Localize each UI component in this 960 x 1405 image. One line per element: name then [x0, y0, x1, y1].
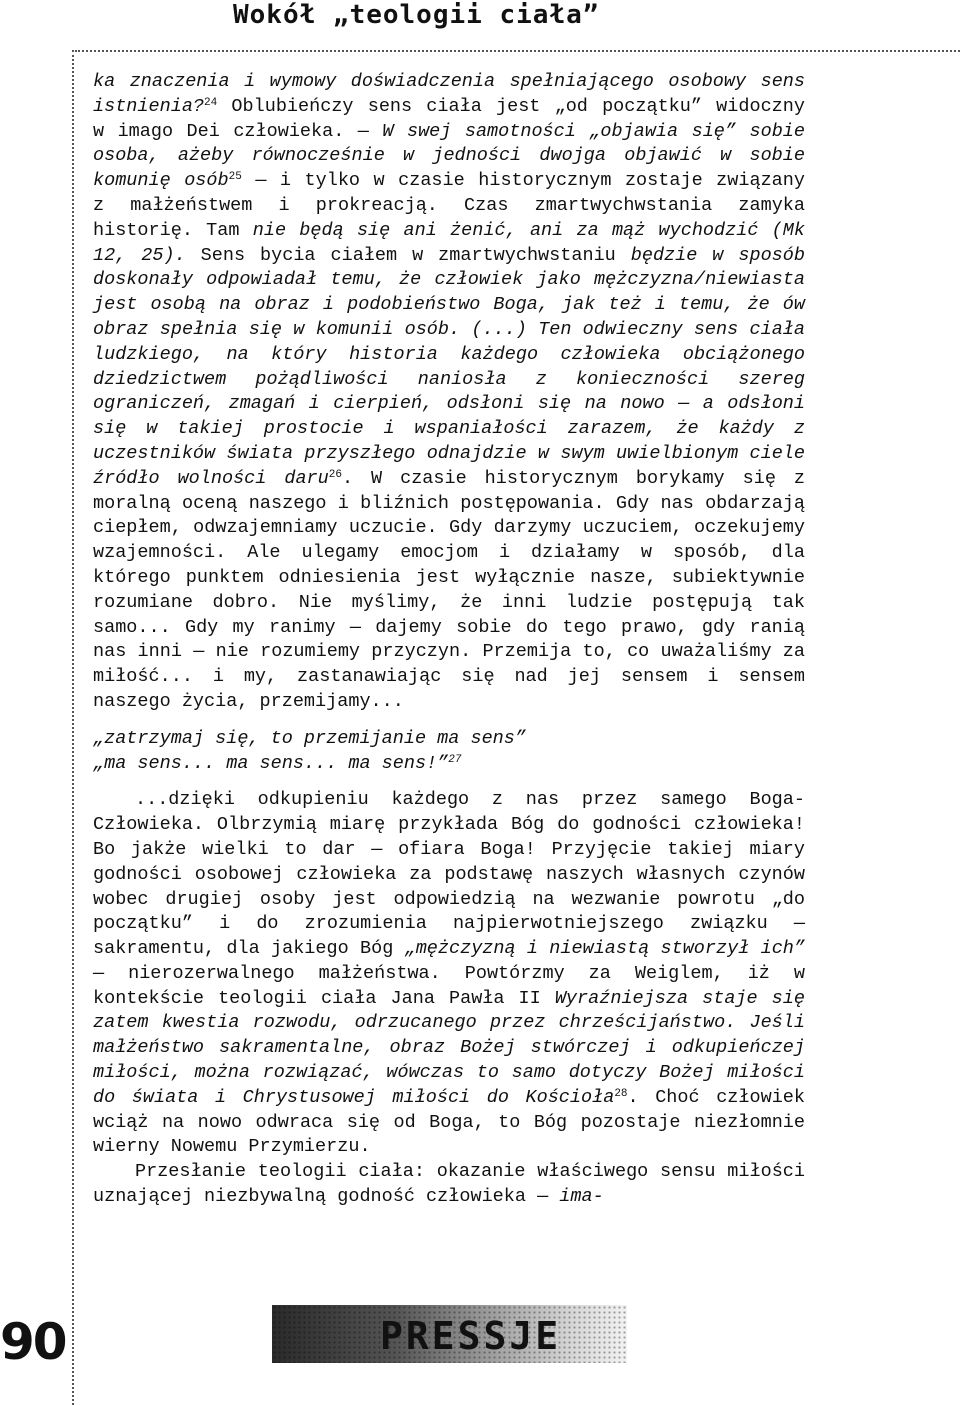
text-run: „mężczyzną i niewiastą stworzył ich” [404, 938, 805, 960]
footnote-ref-27: 27 [448, 753, 462, 766]
quoted-verse [93, 727, 805, 777]
text-run: ka znaczenia i wymowy doświadczenia spełniającego osobowy sens istnienia? [93, 71, 805, 117]
text-run: — i tylko w czasie historycznym zostaje związany z małżeństwem i prokreacją. Czas zmartwychwstania zamyka historię. Tam [93, 170, 805, 241]
running-head-title: Wokół „teologii ciała” [233, 0, 600, 30]
pressje-logo [272, 1305, 627, 1363]
paragraph-3 [93, 1160, 805, 1210]
text-run: . Choć człowiek wciąż na nowo odwraca się od Boga, to Bóg pozostaje niezłomnie wierny Nowemu Przymierzu. [93, 1086, 806, 1158]
text-run: . W czasie historycznym borykamy się z moralną oceną naszego i bliźnich postępowania. Gdy nas obdarzają ciepłem, odwzajemniamy uczucie. Gdy darzymy uczuciem, oczekujemy wzajemności. Ale ulegamy emocjom i działamy w sposób, dla którego punktem odniesienia jest wyłącznie nasze, subiektywnie rozumiane dobro. Nie myślimy, że inni ludzie postępują tak samo... Gdy my ranimy — dajemy sobie do tego prawo, gdy ranią nas inni — nie rozumiemy przyczyn. Przemija to, co uważaliśmy za miłość... i my, zastanawiając się nad jej sensem i sensem naszego życia, przemijamy... [93, 467, 805, 712]
footnote-ref: 28 [614, 1087, 628, 1100]
side-dotted-rule [72, 50, 74, 1405]
page-number: 90 [0, 1313, 66, 1371]
text-run: Przesłanie teologii ciała: okazanie właściwego sensu miłości uznającej niezbywalną godność człowieka — [93, 1161, 805, 1208]
logo-wordmark: PRESSJE [380, 1314, 562, 1358]
text-run: będzie w sposób doskonały odpowiadał temu, że człowiek jako mężczyzna/niewiasta jest osobą na obraz i podobieństwo Boga, jak też i temu, że ów obraz spełnia się w komunii osób. (...) Ten odwieczny sens ciała ludzkiego, na który historia każdego człowieka obciążonego dziedzictwem pożądliwości naniosła z konieczności szereg ograniczeń, zmagań i cierpień, odsłoni się na nowo — a odsłoni się w takiej prostocie i wspaniałości zarazem, że każdy z uczestników świata przyszłego odnajdzie w swym uwielbionym ciele źródło wolności daru [93, 244, 805, 489]
text-run: — nierozerwalnego małżeństwa. Powtórzmy za Weiglem, iż w kontekście teologii ciała Jana Pawła II [93, 962, 805, 1009]
text-run: W swej samotności „objawia się” sobie osoba, ażeby równocześnie w jedności dwojga objawić w sobie komunię osób [93, 120, 805, 192]
text-run: Oblubieńczy sens ciała jest „od początku” widoczny w imago Dei człowieka. — [93, 95, 805, 142]
text-run: nie będą się ani żenić, ani za mąż wychodzić (Mk 12, 25). [93, 219, 805, 266]
footnote-ref: 25 [228, 171, 242, 184]
verse-line-2: „ma sens... ma sens... ma sens!” [93, 752, 449, 774]
top-dotted-rule [75, 50, 960, 52]
text-run: Sens bycia ciałem w zmartwychwstaniu [185, 244, 631, 266]
text-run: ...dzięki odkupieniu każdego z nas przez samego Boga-Człowieka. Olbrzymią miarę przykłada Bóg do godności człowieka! Bo jakże wielki to dar — ofiara Boga! Przyjęcie takiej miary godności osobowej człowieka za podstawę naszych własnych czynów wobec drugiej osoby jest odpowiedzią na wezwanie powrotu „do początku” i do zrozumienia najpierwotniejszego związku —sakramentu, dla jakiego Bóg [93, 789, 805, 960]
paragraph-2 [93, 788, 805, 1160]
verse-line-1: „zatrzymaj się, to przemijanie ma sens” [93, 727, 526, 749]
footnote-ref: 26 [328, 468, 342, 481]
text-run: ima- [559, 1186, 604, 1208]
footnote-ref: 24 [204, 96, 218, 109]
body-text [93, 70, 805, 1210]
text-run: Wyraźniejsza staje się zatem kwestia rozwodu, odrzucanego przez chrześcijaństwo. Jeśli małżeństwo sakramentalne, obraz Bożej stwórczej i odkupieńczej miłości, można rozwiązać, wówczas to samo dotyczy Bożej miłości do świata i Chrystusowej miłości do Kościoła [93, 987, 805, 1108]
paragraph-1 [93, 70, 805, 715]
